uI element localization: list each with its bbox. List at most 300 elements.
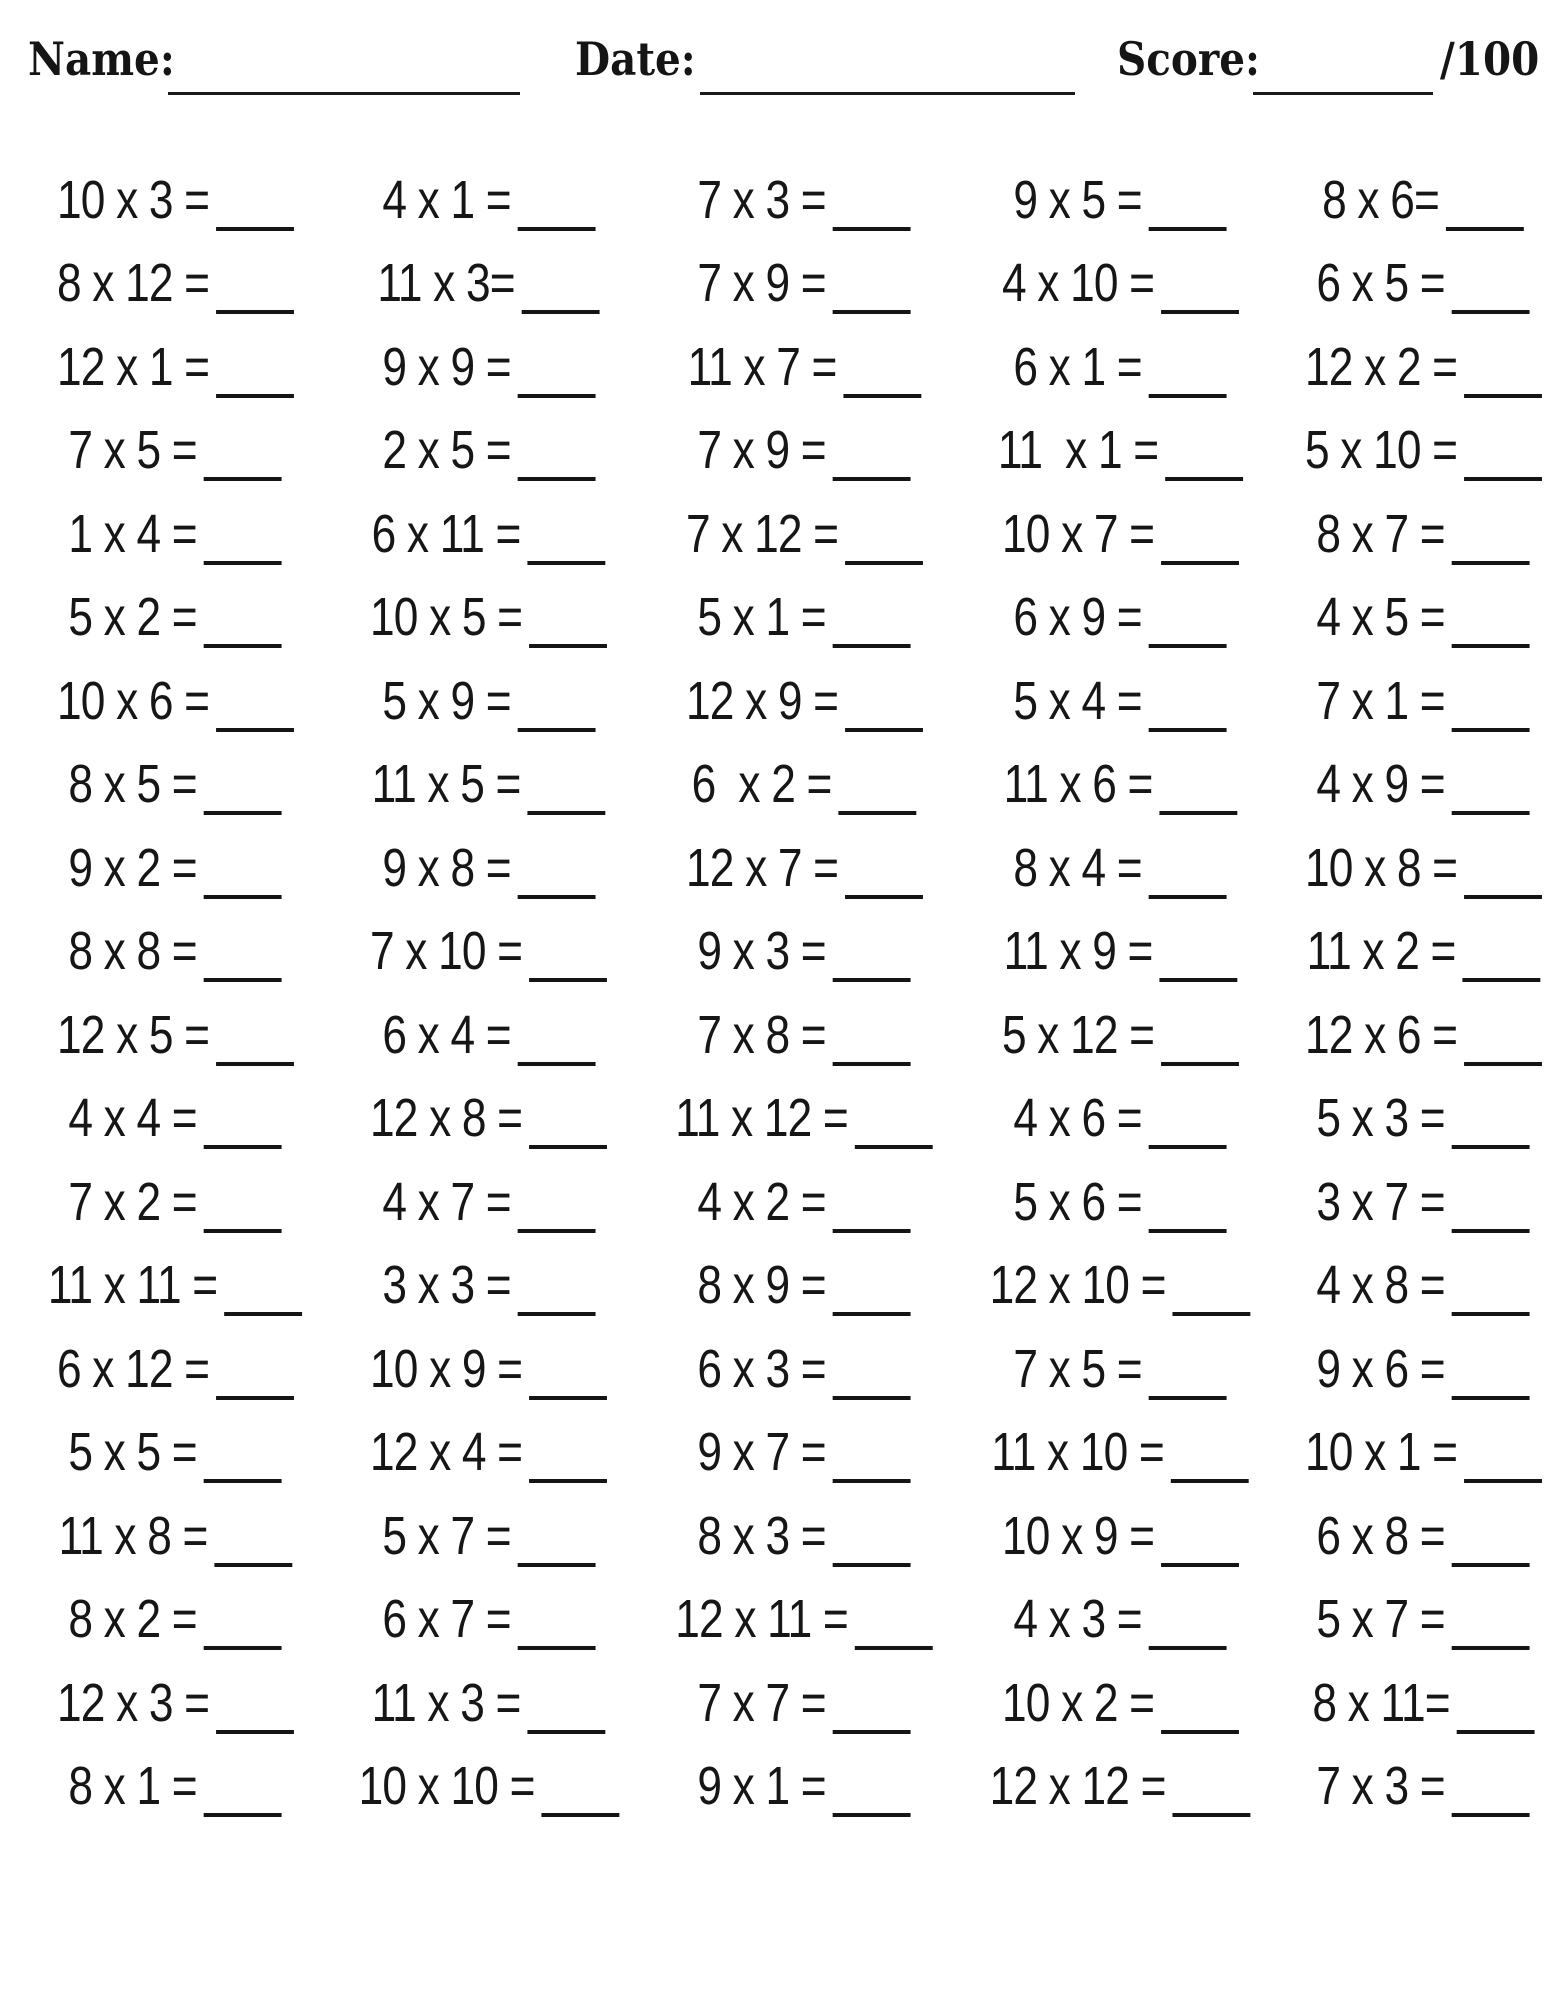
problem-equation: 6 x 11 = bbox=[371, 503, 521, 564]
problem-equation: 8 x 6= bbox=[1322, 169, 1440, 230]
problem-cell bbox=[20, 1244, 330, 1328]
problem-cell bbox=[1279, 910, 1545, 994]
answer-blank-line[interactable] bbox=[1148, 227, 1226, 231]
problem bbox=[1013, 1171, 1226, 1233]
answer-blank-line[interactable] bbox=[1452, 561, 1530, 565]
problem bbox=[68, 1755, 281, 1817]
answer-blank-line[interactable] bbox=[1148, 1145, 1226, 1149]
answer-blank-line[interactable] bbox=[855, 1646, 933, 1650]
problem-cell bbox=[330, 1745, 648, 1829]
answer-blank-line[interactable] bbox=[203, 477, 281, 481]
answer-blank-line[interactable] bbox=[517, 895, 595, 899]
problem bbox=[1305, 419, 1542, 481]
problem bbox=[1002, 252, 1239, 314]
problem bbox=[382, 1254, 595, 1316]
problem-cell bbox=[330, 826, 648, 910]
answer-blank-line[interactable] bbox=[517, 1062, 595, 1066]
date-blank-line[interactable] bbox=[700, 92, 1075, 95]
problem bbox=[382, 1588, 595, 1650]
answer-blank-line[interactable] bbox=[1463, 1479, 1541, 1483]
problem-equation: 8 x 5 = bbox=[68, 754, 197, 815]
problem bbox=[698, 1254, 911, 1316]
problem bbox=[1013, 586, 1226, 648]
problem bbox=[56, 336, 293, 398]
answer-blank-line[interactable] bbox=[833, 644, 911, 648]
problem-cell bbox=[961, 1327, 1279, 1411]
problem-cell bbox=[20, 1745, 330, 1829]
answer-blank-line[interactable] bbox=[203, 1479, 281, 1483]
problem-cell bbox=[961, 576, 1279, 660]
problem bbox=[68, 586, 281, 648]
problem bbox=[382, 419, 595, 481]
answer-blank-line[interactable] bbox=[1148, 895, 1226, 899]
answer-blank-line[interactable] bbox=[215, 227, 293, 231]
problem-equation: 7 x 9 = bbox=[697, 253, 827, 314]
answer-blank-line[interactable] bbox=[1148, 1229, 1226, 1233]
problem-equation: 5 x 12 = bbox=[1001, 1004, 1154, 1065]
answer-blank-line[interactable] bbox=[517, 394, 595, 398]
answer-blank-line[interactable] bbox=[833, 1730, 911, 1734]
problem bbox=[1002, 1004, 1239, 1066]
answer-blank-line[interactable] bbox=[1159, 811, 1237, 815]
problem bbox=[698, 419, 911, 481]
problem-equation: 12 x 12 = bbox=[989, 1756, 1166, 1817]
answer-blank-line[interactable] bbox=[1148, 1396, 1226, 1400]
answer-blank-line[interactable] bbox=[833, 1312, 911, 1316]
problem-cell bbox=[1279, 492, 1545, 576]
problem-cell bbox=[20, 576, 330, 660]
problem-cell bbox=[961, 492, 1279, 576]
problem-equation: 7 x 5 = bbox=[68, 420, 197, 481]
problem bbox=[358, 1755, 619, 1817]
problem-cell bbox=[20, 158, 330, 242]
problem-cell bbox=[961, 242, 1279, 326]
answer-blank-line[interactable] bbox=[215, 310, 293, 314]
answer-blank-line[interactable] bbox=[843, 394, 921, 398]
problem bbox=[68, 503, 281, 565]
problem-cell bbox=[961, 1411, 1279, 1495]
answer-blank-line[interactable] bbox=[214, 1563, 292, 1567]
problem-equation: 5 x 7 = bbox=[1316, 1589, 1446, 1650]
problem-cell bbox=[1279, 993, 1545, 1077]
answer-blank-line[interactable] bbox=[838, 811, 916, 815]
answer-blank-line[interactable] bbox=[1452, 811, 1530, 815]
problem-cell bbox=[20, 1494, 330, 1578]
problem bbox=[1317, 1171, 1530, 1233]
answer-blank-line[interactable] bbox=[1160, 561, 1238, 565]
problem-equation: 7 x 3 = bbox=[1316, 1756, 1446, 1817]
answer-blank-line[interactable] bbox=[517, 1229, 595, 1233]
problem bbox=[56, 252, 293, 314]
problem bbox=[698, 1505, 911, 1567]
answer-blank-line[interactable] bbox=[517, 227, 595, 231]
problem bbox=[1305, 336, 1542, 398]
answer-blank-line[interactable] bbox=[529, 1479, 607, 1483]
problem-cell bbox=[647, 409, 961, 493]
problem-cell bbox=[330, 1494, 648, 1578]
answer-blank-line[interactable] bbox=[1172, 1813, 1250, 1817]
problem-equation: 5 x 4 = bbox=[1013, 670, 1142, 731]
problem-equation: 8 x 11= bbox=[1312, 1672, 1450, 1733]
problem bbox=[382, 1004, 595, 1066]
problem-cell bbox=[647, 242, 961, 326]
problem-cell bbox=[961, 910, 1279, 994]
answer-blank-line[interactable] bbox=[527, 811, 605, 815]
problem-cell bbox=[1279, 1160, 1545, 1244]
problem bbox=[68, 1171, 281, 1233]
problem-equation: 6 x 3 = bbox=[697, 1338, 827, 1399]
answer-blank-line[interactable] bbox=[833, 227, 911, 231]
answer-blank-line[interactable] bbox=[203, 1646, 281, 1650]
answer-blank-line[interactable] bbox=[1452, 1312, 1530, 1316]
problem bbox=[1305, 1421, 1542, 1483]
problem-cell bbox=[1279, 659, 1545, 743]
answer-blank-line[interactable] bbox=[203, 1813, 281, 1817]
problem-equation: 6 x 12 = bbox=[56, 1338, 209, 1399]
problem-cell bbox=[647, 659, 961, 743]
problem bbox=[1002, 1672, 1239, 1734]
answer-blank-line[interactable] bbox=[215, 1396, 293, 1400]
problem-equation: 6 x 2 = bbox=[692, 754, 832, 815]
problem-cell bbox=[647, 1077, 961, 1161]
problem-equation: 12 x 10 = bbox=[989, 1255, 1166, 1316]
problem-cell bbox=[1279, 1578, 1545, 1662]
problem bbox=[1002, 503, 1239, 565]
problem-cell bbox=[330, 659, 648, 743]
answer-blank-line[interactable] bbox=[1452, 644, 1530, 648]
problem bbox=[1013, 837, 1226, 899]
problem bbox=[990, 1254, 1251, 1316]
answer-blank-line[interactable] bbox=[855, 1145, 933, 1149]
problem-equation: 11 x 1 = bbox=[997, 420, 1158, 481]
answer-blank-line[interactable] bbox=[517, 1563, 595, 1567]
problem-cell bbox=[961, 1745, 1279, 1829]
problem-cell bbox=[330, 409, 648, 493]
answer-blank-line[interactable] bbox=[833, 477, 911, 481]
answer-blank-line[interactable] bbox=[1463, 394, 1541, 398]
answer-blank-line[interactable] bbox=[1160, 1563, 1238, 1567]
problem-equation: 11 x 10 = bbox=[991, 1422, 1165, 1483]
problem bbox=[372, 1672, 605, 1734]
problem bbox=[1317, 670, 1530, 732]
problem bbox=[1317, 1755, 1530, 1817]
problem-cell bbox=[20, 743, 330, 827]
answer-blank-line[interactable] bbox=[215, 1730, 293, 1734]
problem bbox=[370, 1087, 607, 1149]
problem-equation: 11 x 3= bbox=[377, 253, 516, 314]
answer-blank-line[interactable] bbox=[215, 1062, 293, 1066]
problem-cell bbox=[647, 743, 961, 827]
problem bbox=[372, 503, 605, 565]
answer-blank-line[interactable] bbox=[224, 1312, 302, 1316]
problem-equation: 10 x 6 = bbox=[56, 670, 209, 731]
answer-blank-line[interactable] bbox=[1171, 1479, 1249, 1483]
problem-equation: 9 x 5 = bbox=[1013, 169, 1142, 230]
problem-cell bbox=[961, 1244, 1279, 1328]
answer-blank-line[interactable] bbox=[215, 728, 293, 732]
problem-equation: 4 x 1 = bbox=[382, 169, 511, 230]
answer-blank-line[interactable] bbox=[517, 477, 595, 481]
problem-cell bbox=[20, 1327, 330, 1411]
problem-equation: 12 x 11 = bbox=[675, 1589, 849, 1650]
answer-blank-line[interactable] bbox=[1148, 394, 1226, 398]
answer-blank-line[interactable] bbox=[1160, 310, 1238, 314]
problem bbox=[1322, 169, 1523, 231]
problem-cell bbox=[20, 325, 330, 409]
problem bbox=[1013, 336, 1226, 398]
answer-blank-line[interactable] bbox=[1452, 1563, 1530, 1567]
problem-cell bbox=[647, 1244, 961, 1328]
answer-blank-line[interactable] bbox=[833, 1229, 911, 1233]
problem bbox=[1013, 1087, 1226, 1149]
answer-blank-line[interactable] bbox=[845, 728, 923, 732]
problem-equation: 8 x 2 = bbox=[68, 1589, 197, 1650]
answer-blank-line[interactable] bbox=[1452, 1396, 1530, 1400]
problem-cell bbox=[20, 993, 330, 1077]
problem-cell bbox=[20, 1411, 330, 1495]
problem-equation: 5 x 1 = bbox=[697, 587, 827, 648]
problem-equation: 3 x 7 = bbox=[1316, 1171, 1446, 1232]
answer-blank-line[interactable] bbox=[1463, 1062, 1541, 1066]
problem-equation: 4 x 4 = bbox=[68, 1088, 197, 1149]
answer-blank-line[interactable] bbox=[1148, 728, 1226, 732]
problem-equation: 8 x 4 = bbox=[1013, 837, 1142, 898]
problem bbox=[698, 169, 911, 231]
problem-cell bbox=[20, 409, 330, 493]
problem-equation: 8 x 1 = bbox=[68, 1756, 197, 1817]
problem-cell bbox=[330, 743, 648, 827]
problem-cell bbox=[647, 993, 961, 1077]
answer-blank-line[interactable] bbox=[1148, 1646, 1226, 1650]
answer-blank-line[interactable] bbox=[833, 978, 911, 982]
problem-equation: 5 x 3 = bbox=[1316, 1088, 1446, 1149]
answer-blank-line[interactable] bbox=[1456, 1730, 1534, 1734]
answer-blank-line[interactable] bbox=[529, 978, 607, 982]
problem-cell bbox=[1279, 1494, 1545, 1578]
problem-cell bbox=[330, 1411, 648, 1495]
answer-blank-line[interactable] bbox=[1172, 1312, 1250, 1316]
problem bbox=[1317, 503, 1530, 565]
problem-equation: 12 x 3 = bbox=[56, 1672, 209, 1733]
answer-blank-line[interactable] bbox=[833, 1563, 911, 1567]
problem bbox=[1002, 1505, 1239, 1567]
answer-blank-line[interactable] bbox=[1446, 227, 1524, 231]
problem bbox=[370, 1421, 607, 1483]
answer-blank-line[interactable] bbox=[529, 644, 607, 648]
problem-equation: 11 x 12 = bbox=[675, 1088, 849, 1149]
problem-equation: 5 x 5 = bbox=[68, 1422, 197, 1483]
problem-cell bbox=[1279, 158, 1545, 242]
problem-equation: 8 x 8 = bbox=[68, 921, 197, 982]
problem bbox=[1013, 1338, 1226, 1400]
problem-cell bbox=[1279, 1077, 1545, 1161]
problem-cell bbox=[647, 826, 961, 910]
problem bbox=[1013, 169, 1226, 231]
answer-blank-line[interactable] bbox=[1452, 1145, 1530, 1149]
problem-cell bbox=[330, 492, 648, 576]
answer-blank-line[interactable] bbox=[1452, 310, 1530, 314]
answer-blank-line[interactable] bbox=[1452, 728, 1530, 732]
answer-blank-line[interactable] bbox=[541, 1813, 619, 1817]
answer-blank-line[interactable] bbox=[833, 310, 911, 314]
score-blank-line[interactable] bbox=[1253, 92, 1433, 95]
problem-equation: 11 x 9 = bbox=[1003, 921, 1153, 982]
problem-cell bbox=[961, 993, 1279, 1077]
answer-blank-line[interactable] bbox=[215, 394, 293, 398]
problem bbox=[1317, 1505, 1530, 1567]
answer-blank-line[interactable] bbox=[1159, 978, 1237, 982]
problem-equation: 5 x 6 = bbox=[1013, 1171, 1142, 1232]
problem-cell bbox=[647, 1661, 961, 1745]
problem-cell bbox=[20, 242, 330, 326]
problem-cell bbox=[1279, 1327, 1545, 1411]
name-blank-line[interactable] bbox=[168, 92, 520, 95]
problem-cell bbox=[961, 743, 1279, 827]
problem bbox=[698, 1755, 911, 1817]
problem bbox=[58, 1505, 291, 1567]
answer-blank-line[interactable] bbox=[203, 895, 281, 899]
answer-blank-line[interactable] bbox=[833, 1813, 911, 1817]
problem-equation: 7 x 5 = bbox=[1013, 1338, 1142, 1399]
answer-blank-line[interactable] bbox=[1160, 1730, 1238, 1734]
answer-blank-line[interactable] bbox=[203, 644, 281, 648]
problem-equation: 6 x 5 = bbox=[1316, 253, 1446, 314]
problem bbox=[698, 586, 911, 648]
problem bbox=[68, 1588, 281, 1650]
problem-equation: 4 x 5 = bbox=[1316, 587, 1446, 648]
problem-equation: 6 x 4 = bbox=[382, 1004, 511, 1065]
problem bbox=[1306, 920, 1539, 982]
answer-blank-line[interactable] bbox=[517, 1312, 595, 1316]
problem-cell bbox=[647, 1160, 961, 1244]
problem-equation: 12 x 5 = bbox=[56, 1004, 209, 1065]
problem bbox=[1013, 1588, 1226, 1650]
answer-blank-line[interactable] bbox=[517, 1646, 595, 1650]
problem bbox=[1305, 837, 1542, 899]
problem bbox=[1305, 1004, 1542, 1066]
answer-blank-line[interactable] bbox=[1164, 477, 1242, 481]
answer-blank-line[interactable] bbox=[833, 1479, 911, 1483]
answer-blank-line[interactable] bbox=[203, 978, 281, 982]
answer-blank-line[interactable] bbox=[527, 561, 605, 565]
answer-blank-line[interactable] bbox=[1452, 1813, 1530, 1817]
problem-cell bbox=[330, 1327, 648, 1411]
problem-equation: 10 x 3 = bbox=[56, 169, 209, 230]
problem-cell bbox=[647, 158, 961, 242]
problem-cell bbox=[330, 576, 648, 660]
problem bbox=[382, 670, 595, 732]
problem-equation: 12 x 2 = bbox=[1304, 336, 1457, 397]
problem bbox=[698, 252, 911, 314]
answer-blank-line[interactable] bbox=[845, 895, 923, 899]
problem-equation: 9 x 3 = bbox=[697, 921, 827, 982]
problem-equation: 10 x 7 = bbox=[1001, 503, 1154, 564]
problem-cell bbox=[1279, 576, 1545, 660]
problem bbox=[382, 1171, 595, 1233]
problem-equation: 7 x 7 = bbox=[697, 1672, 827, 1733]
answer-blank-line[interactable] bbox=[833, 1062, 911, 1066]
problem-equation: 4 x 9 = bbox=[1316, 754, 1446, 815]
problem-cell bbox=[1279, 409, 1545, 493]
problem bbox=[56, 1338, 293, 1400]
problem-equation: 11 x 2 = bbox=[1306, 921, 1456, 982]
answer-blank-line[interactable] bbox=[203, 561, 281, 565]
problem-equation: 10 x 1 = bbox=[1304, 1422, 1457, 1483]
problem-cell bbox=[20, 1160, 330, 1244]
problem bbox=[991, 1421, 1248, 1483]
problem-equation: 10 x 2 = bbox=[1001, 1672, 1154, 1733]
problem-cell bbox=[20, 826, 330, 910]
problem bbox=[378, 252, 600, 314]
answer-blank-line[interactable] bbox=[1452, 1646, 1530, 1650]
problem-equation: 4 x 8 = bbox=[1316, 1255, 1446, 1316]
problem bbox=[68, 419, 281, 481]
problem bbox=[698, 1004, 911, 1066]
problem-equation: 5 x 2 = bbox=[68, 587, 197, 648]
answer-blank-line[interactable] bbox=[527, 1730, 605, 1734]
answer-blank-line[interactable] bbox=[1462, 978, 1540, 982]
answer-blank-line[interactable] bbox=[1463, 895, 1541, 899]
problem bbox=[56, 670, 293, 732]
problem bbox=[370, 586, 607, 648]
answer-blank-line[interactable] bbox=[529, 1396, 607, 1400]
problem-equation: 12 x 9 = bbox=[685, 670, 839, 731]
problem-equation: 1 x 4 = bbox=[68, 503, 197, 564]
problem-cell bbox=[330, 993, 648, 1077]
problem-equation: 11 x 5 = bbox=[371, 754, 521, 815]
problem bbox=[676, 1087, 933, 1149]
problem-equation: 7 x 10 = bbox=[370, 921, 523, 982]
answer-blank-line[interactable] bbox=[203, 1229, 281, 1233]
answer-blank-line[interactable] bbox=[1452, 1229, 1530, 1233]
answer-blank-line[interactable] bbox=[517, 728, 595, 732]
problem-cell bbox=[961, 1661, 1279, 1745]
date-label: Date: bbox=[575, 32, 696, 86]
answer-blank-line[interactable] bbox=[1160, 1062, 1238, 1066]
answer-blank-line[interactable] bbox=[833, 1396, 911, 1400]
problem bbox=[1003, 920, 1236, 982]
problem-equation: 11 x 6 = bbox=[1003, 754, 1153, 815]
problem-equation: 11 x 3 = bbox=[371, 1672, 521, 1733]
answer-blank-line[interactable] bbox=[1463, 477, 1541, 481]
problem-cell bbox=[1279, 743, 1545, 827]
problem bbox=[372, 753, 605, 815]
problem bbox=[686, 503, 923, 565]
answer-blank-line[interactable] bbox=[1148, 644, 1226, 648]
problem-cell bbox=[647, 492, 961, 576]
problem-equation: 11 x 8 = bbox=[58, 1505, 208, 1566]
problem-cell bbox=[647, 1327, 961, 1411]
problem-cell bbox=[647, 1578, 961, 1662]
problem bbox=[1317, 1588, 1530, 1650]
answer-blank-line[interactable] bbox=[845, 561, 923, 565]
answer-blank-line[interactable] bbox=[203, 1145, 281, 1149]
problem-equation: 10 x 10 = bbox=[358, 1756, 535, 1817]
answer-blank-line[interactable] bbox=[529, 1145, 607, 1149]
problem-cell bbox=[330, 158, 648, 242]
problem bbox=[698, 1338, 911, 1400]
answer-blank-line[interactable] bbox=[203, 811, 281, 815]
problem bbox=[698, 1171, 911, 1233]
problems-grid bbox=[20, 158, 1525, 1828]
problem bbox=[382, 1505, 595, 1567]
problem-cell bbox=[1279, 1661, 1545, 1745]
name-label: Name: bbox=[28, 32, 175, 86]
problem-cell bbox=[330, 1578, 648, 1662]
problem-cell bbox=[647, 1411, 961, 1495]
answer-blank-line[interactable] bbox=[522, 310, 600, 314]
problem bbox=[692, 753, 916, 815]
